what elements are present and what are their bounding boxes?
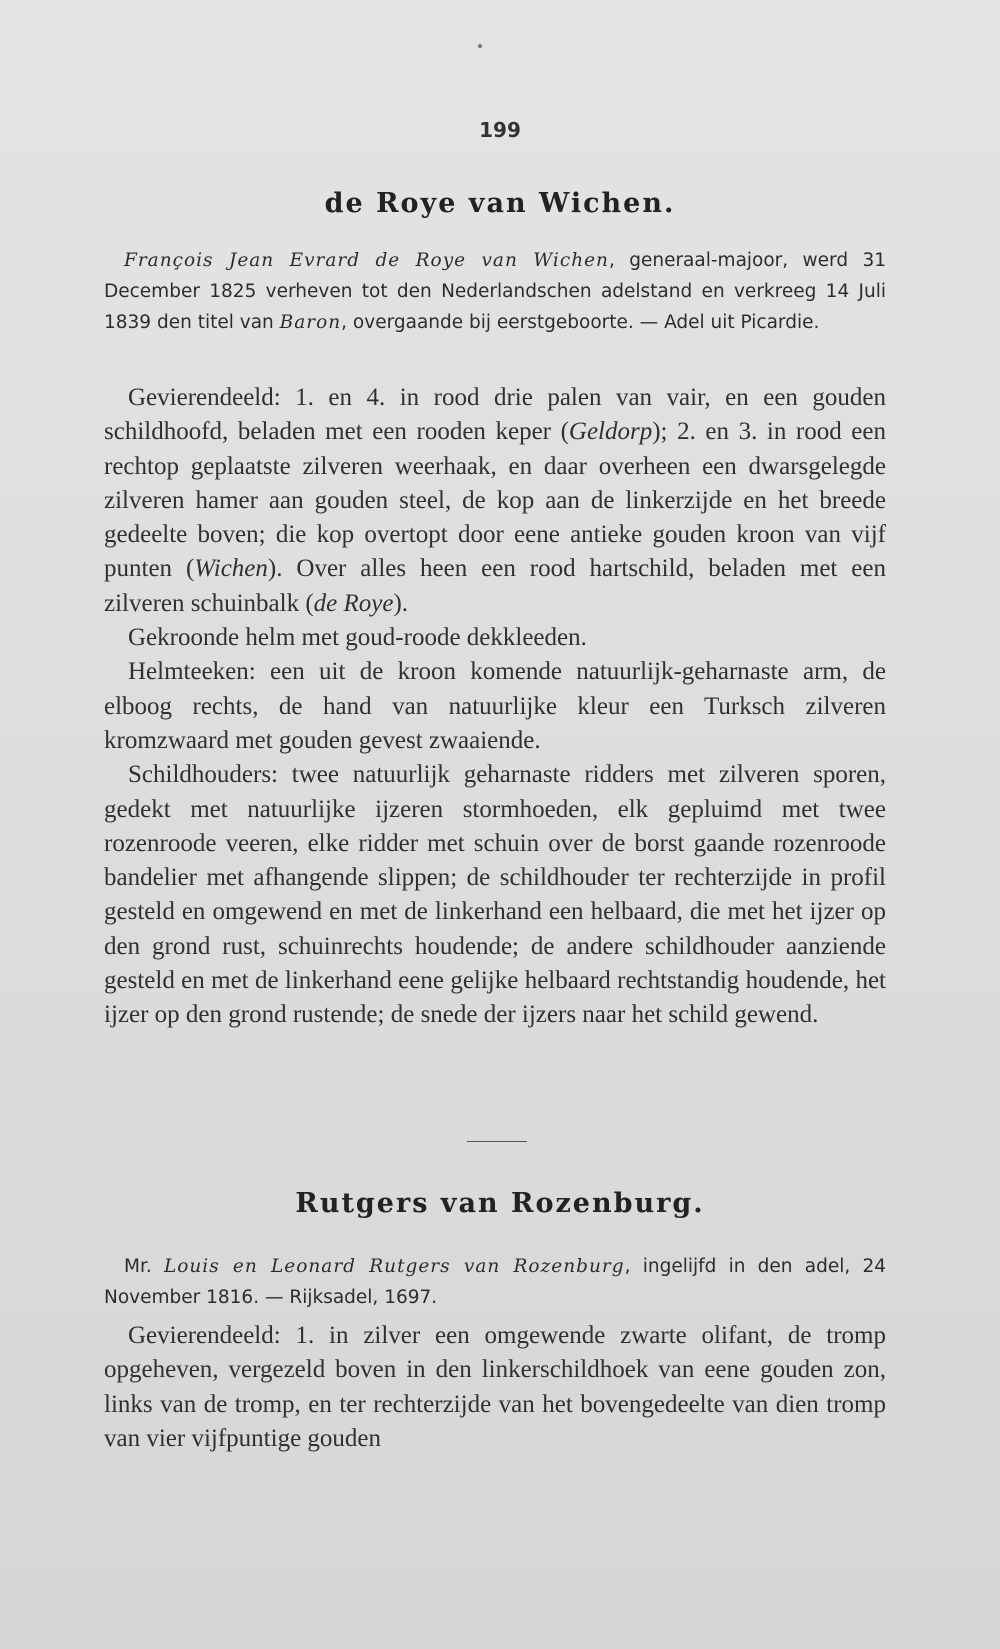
arms-geldorp: Geldorp bbox=[568, 418, 653, 446]
intro-de-roye bbox=[104, 245, 886, 338]
intro-prefix: Mr. bbox=[124, 1256, 164, 1277]
supporters-paragraph: Schildhouders: twee natuurlijk geharnaste ridders met zilveren sporen, gedekt met natuurlijke ijzeren stormhoeden, elk gepluimd met twee rozenroode veeren, elke ridder met schuin over de borst gaande rozenroode bandelier met afhangende slippen; de schildhouder ter rechterzijde in profil gesteld en omgewend en met de linkerhand een helbaard, die met het ijzer op den grond rust, schuinrechts houdende; de andere schildhouder aanziende gesteld en met de linkerhand eene gelijke helbaard rechtstandig houdende, het ijzer op den grond rustende; de snede der ijzers naar het schild gewend. bbox=[104, 761, 886, 1029]
arms-text-1: Gevierendeeld: 1. en 4. in rood drie palen van vair, en een gouden schildhoofd, beladen met een rooden keper ( bbox=[104, 384, 886, 446]
section-title-de-roye: de Roye van Wichen. bbox=[324, 188, 676, 219]
arms-text-2: ); 2. en 3. in rood een rechtop geplaatste zilveren weerhaak, en daar overheen een dwarsgelegde zilveren hamer aan gouden steel, de kop aan de linkerzijde en het breede gedeelte boven; die kop overtopt door eene antieke gouden kroon van vijf punten ( bbox=[104, 418, 886, 583]
crest-paragraph: Helmteeken: een uit de kroon komende natuurlijk-geharnaste arm, de elboog rechts, de hand van natuurlijke kleur een Turksch zilveren kromzwaard met gouden gevest zwaaiende. bbox=[104, 658, 886, 754]
section-title-rutgers: Rutgers van Rozenburg. bbox=[295, 1188, 705, 1219]
arms-text-4: ). bbox=[393, 589, 409, 617]
intro-rutgers-name: Louis en Leonard Rutgers van Rozenburg bbox=[163, 1256, 625, 1277]
description-rutgers bbox=[104, 1319, 886, 1456]
intro-text-2: , overgaande bij eerstgeboorte. — Adel uit Picardie. bbox=[341, 312, 820, 333]
section-divider bbox=[467, 1141, 527, 1142]
description-de-roye bbox=[104, 381, 886, 1033]
rutgers-arms-paragraph: Gevierendeeld: 1. in zilver een omgewende zwarte olifant, de tromp opgeheven, vergezeld boven in den linkerschildhoek van eene gouden zon, links van de tromp, en ter rechterzijde van het bovengedeelte van dien tromp van vier vijfpuntige gouden bbox=[104, 1322, 886, 1452]
intro-baron: Baron bbox=[279, 312, 342, 333]
intro-rutgers-text: , ingelijfd in den adel, 24 November 1816. — Rijksadel, 1697. bbox=[104, 1256, 886, 1308]
page-number: 199 bbox=[479, 118, 521, 142]
intro-text-1: , generaal-majoor, werd 31 December 1825 verheven tot den Nederlandschen adelstand en verkreeg 14 Juli 1839 den titel van bbox=[104, 250, 886, 333]
arms-wichen: Wichen bbox=[194, 555, 268, 583]
helm-paragraph: Gekroonde helm met goud-roode dekkleeden. bbox=[128, 624, 587, 652]
arms-text-3: ). Over alles heen een rood hartschild, beladen met een zilveren schuinbalk ( bbox=[104, 555, 886, 617]
intro-name: François Jean Evrard de Roye van Wichen bbox=[124, 250, 609, 271]
arms-de-roye: de Roye bbox=[313, 589, 394, 617]
intro-rutgers bbox=[104, 1251, 886, 1313]
speck bbox=[478, 44, 482, 48]
arms-paragraph bbox=[104, 381, 886, 621]
